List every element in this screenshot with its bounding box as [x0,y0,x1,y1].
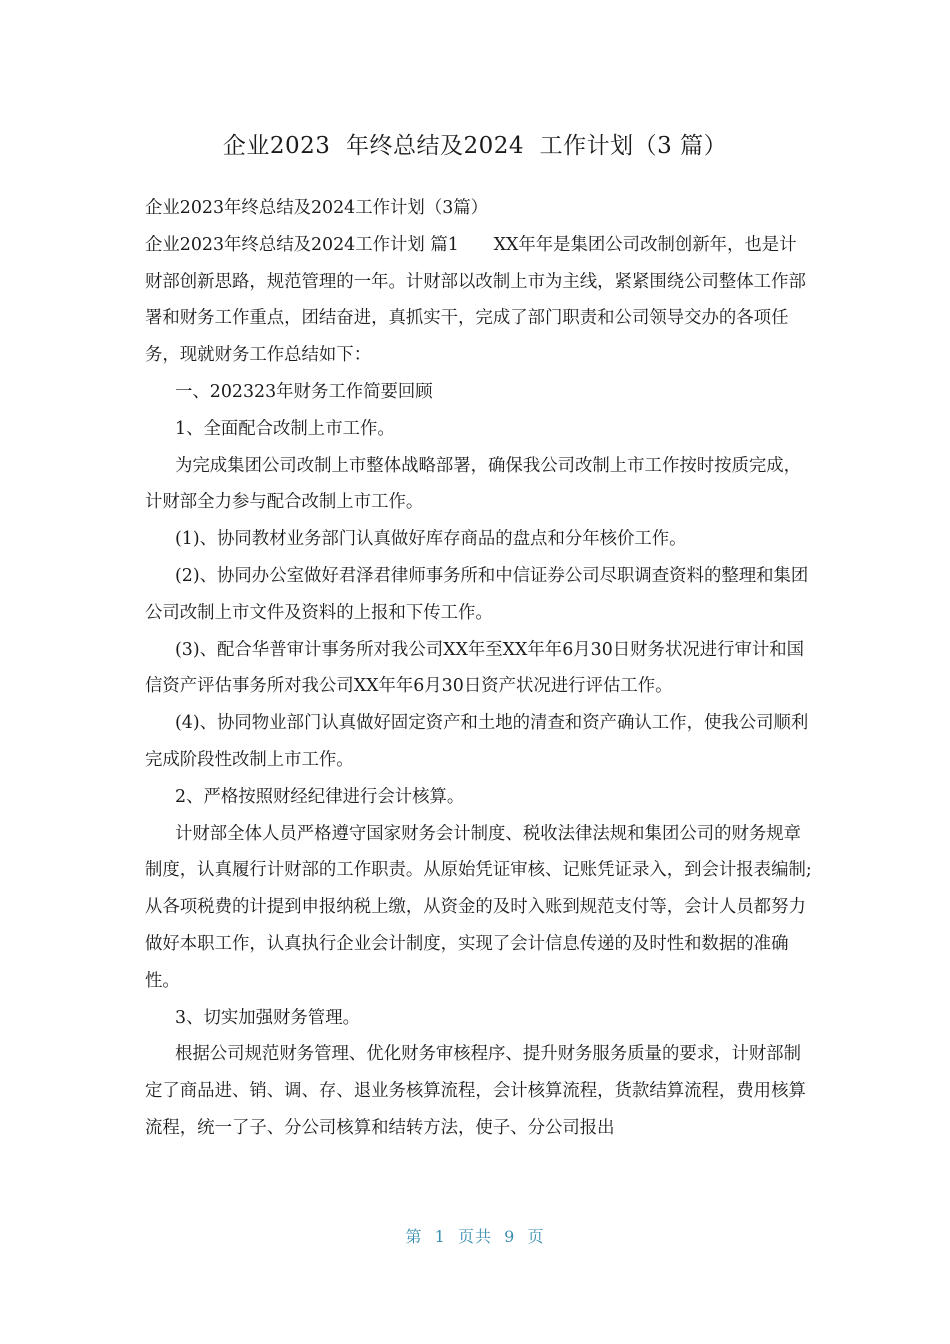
document-title: 企业2023 年终总结及2024 工作计划（3 篇） [222,133,728,159]
subsection-heading: 3、切实加强财务管理。 [175,1007,360,1028]
document-body [145,190,813,1147]
page-number-footer: 第 1 页共 9 页 [405,1227,545,1246]
body-paragraph: 企业2023年终总结及2024工作计划（3篇） [145,198,489,218]
subsection-heading: 2、严格按照财经纪律进行会计核算。 [175,786,465,807]
section-heading: 一、202323年财务工作简要回顾 [175,381,433,402]
list-item: (3)、配合华普审计事务所对我公司XX年至XX年年6月30日财务状况进行审计和国信资产评估事务所对我公司XX年年6月30日资产状况进行评估工作。 [145,639,805,697]
body-paragraph: 根据公司规范财务管理、优化财务审核程序、提升财务服务质量的要求，计财部制定了商品进、销、调、存、退业务核算流程，会计核算流程，货款结算流程，费用核算流程，统一了子、分公司核算和结转方法，使子、分公司报出 [145,1044,806,1138]
list-item: (4)、协同物业部门认真做好固定资产和土地的清查和资产确认工作，使我公司顺利完成阶段性改制上市工作。 [145,713,809,770]
list-item: (1)、协同教材业务部门认真做好库存商品的盘点和分年核价工作。 [175,529,687,550]
list-item: (2)、协同办公室做好君泽君律师事务所和中信证券公司尽职调查资料的整理和集团公司改制上市文件及资料的上报和下传工作。 [145,565,809,623]
body-paragraph: 为完成集团公司改制上市整体战略部署，确保我公司改制上市工作按时按质完成，计财部全力参与配合改制上市工作。 [145,455,802,513]
subsection-heading: 1、全面配合改制上市工作。 [175,418,395,439]
body-paragraph: 企业2023年终总结及2024工作计划 篇1 XX年年是集团公司改制创新年，也是计财部创新思路，规范管理的一年。计财部以改制上市为主线，紧紧围绕公司整体工作部署和财务工作重点，团结奋进，真抓实干，完成了部门职责和公司领导交办的各项任务，现就财务工作总结如下： [145,234,806,366]
body-paragraph: 计财部全体人员严格遵守国家财务会计制度、税收法律法规和集团公司的财务规章制度，认真履行计财部的工作职责。从原始凭证审核、记账凭证录入，到会计报表编制;从各项税费的计提到申报纳税上缴，从资金的及时入账到规范支付等，会计人员都努力做好本职工作，认真执行企业会计制度，实现了会计信息传递的及时性和数据的准确性。 [145,823,812,991]
